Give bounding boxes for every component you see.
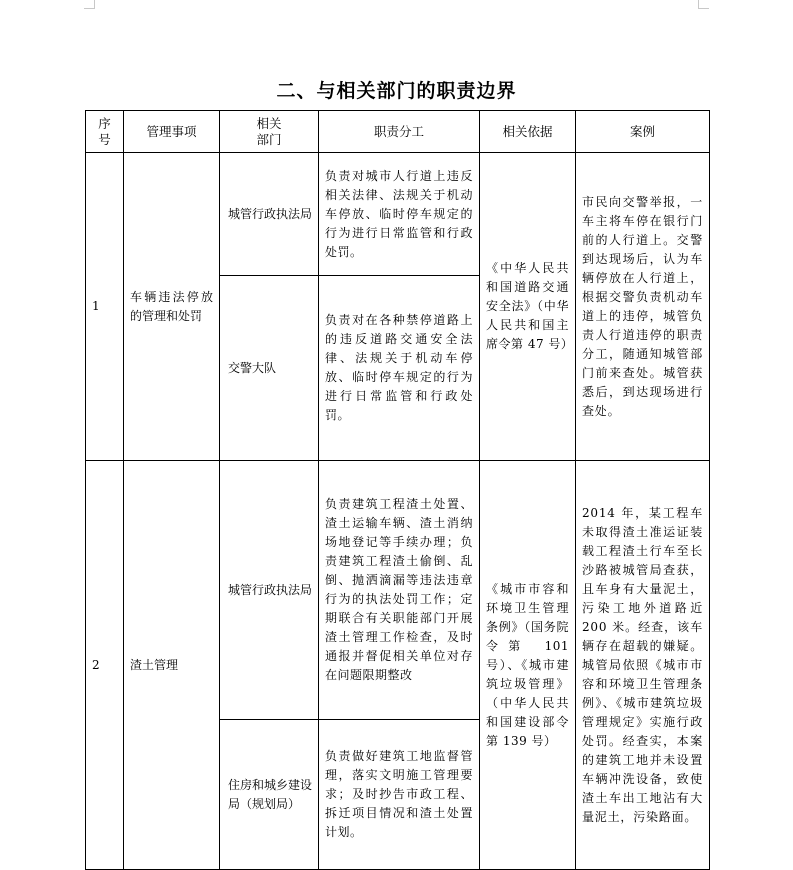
row-duty: 负责对在各种禁停道路上的违反道路交通安全法律、法规关于机动车停放、临时停车规定的行为进行日常监管和行政处罚。: [319, 276, 480, 461]
row-dept: 城管行政执法局: [220, 461, 319, 720]
table-row: [86, 461, 710, 720]
header-case: 案例: [576, 111, 710, 153]
row-duty: 负责做好建筑工地监督管理，落实文明施工管理要求；及时抄告市政工程、拆迁项目情况和渣土处置计划。: [319, 720, 480, 870]
row-dept: 城管行政执法局: [220, 153, 319, 276]
row-no: 1: [86, 153, 124, 461]
row-dept: 交警大队: [220, 276, 319, 461]
header-duty: 职责分工: [319, 111, 480, 153]
page-title: 二、与相关部门的职责边界: [276, 80, 517, 102]
row-duty: 负责建筑工程渣土处置、渣土运输车辆、渣土消纳场地登记等手续办理；负责建筑工程渣土偷倒、乱倒、抛洒滴漏等违法违章行为的执法处罚工作；定期联合有关职能部门开展渣土管理工作检查，及时通报并督促相关单位对存在问题限期整改: [319, 461, 480, 720]
row-basis: 《城市市容和环境卫生管理条例》（国务院令第 101 号）、《城市建筑垃圾管理》（中华人民共和国建设部令第 139 号）: [480, 461, 576, 870]
row-dept: 住房和城乡建设局（规划局）: [220, 720, 319, 870]
row-case: 市民向交警举报，一车主将车停在银行门前的人行道上。交警到达现场后，认为车辆停放在人行道上，根据交警负责机动车道上的违停，城管负责人行道违停的职责分工，随通知城管部门前来查处。城管获悉后，到达现场进行查处。: [576, 153, 710, 461]
row-case: 2014 年，某工程车未取得渣土准运证装载工程渣土行车至长沙路被城管局查获，且车身有大量泥土，污染工地外道路近 200 米。经查，该车辆存在超载的嫌疑。城管局依照《城市市容和环境卫生管理条例》、《城市建筑垃圾管理规定》实施行政处罚。经查实，本案的建筑工地并未设置车辆冲洗设备，致使渣土车出工地沾有大量泥土，污染路面。: [576, 461, 710, 870]
responsibility-table: [85, 110, 710, 870]
crop-mark-top-left: [84, 0, 95, 9]
crop-mark-top-right: [698, 0, 709, 9]
header-dept: 相关部门: [220, 111, 319, 153]
row-duty: 负责对城市人行道上违反相关法律、法规关于机动车停放、临时停车规定的行为进行日常监管和行政处罚。: [319, 153, 480, 276]
row-item: 车辆违法停放的管理和处罚: [124, 153, 220, 461]
table-row: [86, 153, 710, 276]
row-item: 渣土管理: [124, 461, 220, 870]
header-no: 序号: [86, 111, 124, 153]
header-basis: 相关依据: [480, 111, 576, 153]
header-item: 管理事项: [124, 111, 220, 153]
row-no: 2: [86, 461, 124, 870]
row-basis: 《中华人民共和国道路交通安全法》（中华人民共和国主席令第 47 号）: [480, 153, 576, 461]
table-header-row: [86, 111, 710, 153]
